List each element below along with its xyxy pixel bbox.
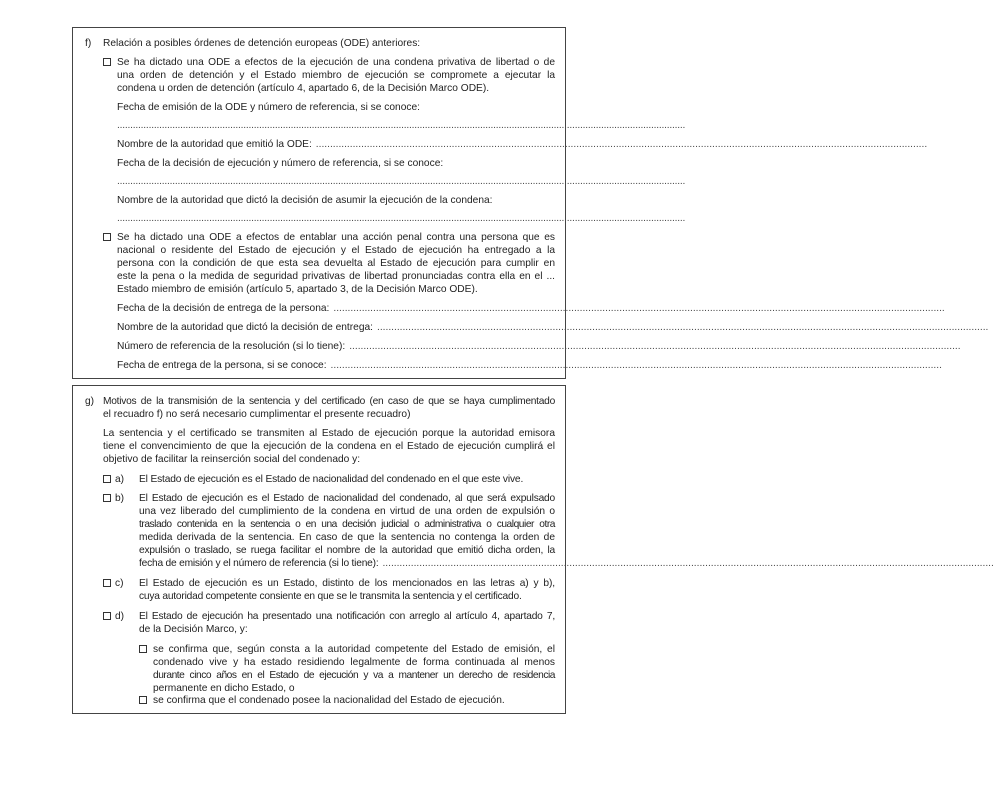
option-b-line-3: medida derivada de la sentencia. En caso de que la sentencia no contenga la orden de [139, 532, 555, 543]
surrender-decision-date-label: Fecha de la decisión de entrega de la persona: [117, 303, 330, 314]
section-f-letter: f) [85, 38, 92, 49]
option-c-line-0: El Estado de ejecución es un Estado, distinto de los mencionados en las letras a) y b), [139, 578, 555, 589]
surrender-authority-field[interactable]: ........................................................................................................................................................................................................................ [377, 322, 989, 333]
sub-option-nationality-checkbox[interactable] [139, 695, 151, 708]
option-b-line-1: una vez liberado del cumplimiento de la condena en virtud de una orden de expulsión o [139, 506, 555, 517]
sub-option-residence-line-0: se confirma que, según consta a la autoridad competente del Estado de emisión, el [153, 644, 555, 655]
option-b-letter: b) [115, 493, 125, 504]
option1-line-2: condena u orden de detención (artículo 4, apartado 6, de la Decisión Marco ODE). [117, 83, 490, 94]
checkbox-icon[interactable] [139, 645, 147, 653]
surrender-authority-row [117, 322, 989, 335]
sub-option-residence-checkbox[interactable] [139, 644, 151, 657]
sub-option-residence-line-1: condenado vive y ha estado residiendo legalmente de forma continuada al menos [153, 657, 555, 668]
option-b-line-2: traslado contenida en la sentencia o en una decisión judicial o administrativa o cualquier otra [139, 519, 555, 530]
odi-prosecution-checkbox[interactable] [103, 232, 115, 245]
option-b-line-5: fecha de emisión y el número de referencia (si lo tiene): [139, 558, 379, 569]
emission-date-label: Fecha de emisión de la ODE y número de referencia, si se conoce: [117, 102, 420, 113]
option2-line-0: Se ha dictado una ODE a efectos de entablar una acción penal contra una persona que es [117, 232, 555, 243]
option-b-line-5-row [139, 558, 994, 571]
checkbox-icon[interactable] [103, 612, 111, 620]
option2-line-3: este la pena o la medida de seguridad privativas de libertad pronunciadas contra ella en el ... [117, 271, 555, 282]
checkbox-icon[interactable] [103, 58, 111, 66]
option-d-line-0: El Estado de ejecución ha presentado una notificación con arreglo al artículo 4, apartado 7, [139, 611, 555, 622]
option-a-line-0: El Estado de ejecución es el Estado de nacionalidad del condenado en el que este vive. [139, 474, 524, 485]
execution-decision-label: Fecha de la decisión de ejecución y número de referencia, si se conoce: [117, 158, 444, 169]
intro-line-2: objetivo de facilitar la reinserción social del condenado y: [103, 454, 361, 465]
option-c-checkbox[interactable] [103, 578, 124, 591]
surrender-decision-date-row [117, 303, 945, 316]
section-g-box [72, 385, 994, 714]
option1-line-1: una orden de detención y el Estado miembro de ejecución se compromete a ejecutar la [117, 70, 555, 81]
option2-line-2: persona con la condición de que esta sea devuelta al Estado de ejecución para cumplir en [117, 258, 555, 269]
resolution-ref-row [117, 341, 961, 354]
option2-line-1: nacional o residente del Estado de ejecución y el Estado de ejecución ha entregado a la [117, 245, 555, 256]
intro-line-1: tiene el convencimiento de que la ejecución de la condena en el Estado de ejecución cumplirá el [103, 441, 555, 452]
section-f-title: Relación a posibles órdenes de detención europeas (ODE) anteriores: [103, 38, 421, 49]
checkbox-icon[interactable] [103, 579, 111, 587]
sub-option-nationality-line-0: se confirma que el condenado posee la nacionalidad del Estado de ejecución. [153, 695, 505, 706]
checkbox-icon[interactable] [139, 696, 147, 704]
option-a-checkbox[interactable] [103, 474, 124, 487]
checkbox-icon[interactable] [103, 494, 111, 502]
section-g-title-line-0: Motivos de la transmisión de la sentencia y del certificado (en caso de que se haya cumplimentado [103, 396, 555, 407]
sub-option-residence-line-3: permanente en dicho Estado, o [153, 683, 295, 694]
surrender-authority-label: Nombre de la autoridad que dictó la decisión de entrega: [117, 322, 373, 333]
intro-line-0: La sentencia y el certificado se transmiten al Estado de ejecución porque la autoridad emisora [103, 428, 555, 439]
assume-authority-field[interactable]: ........................................................................................................................................................................................................................ [117, 213, 686, 224]
odi-execution-checkbox[interactable] [103, 57, 115, 70]
resolution-ref-label: Número de referencia de la resolución (si lo tiene): [117, 341, 346, 352]
option-b-line-4: expulsión o traslado, se ruega facilitar el nombre de la autoridad que emitió dicha orden, la [139, 545, 555, 556]
surrender-decision-date-field[interactable]: ........................................................................................................................................................................................................................ [333, 303, 945, 314]
option-d-letter: d) [115, 611, 125, 622]
surrender-date-row [117, 360, 942, 373]
emission-authority-row [117, 139, 928, 152]
option-c-letter: c) [115, 578, 124, 589]
section-f-box [72, 27, 989, 379]
option2-line-4: Estado miembro de emisión (artículo 5, apartado 3, de la Decisión Marco ODE). [117, 284, 478, 295]
emission-date-field[interactable]: ........................................................................................................................................................................................................................ [117, 120, 686, 131]
checkbox-icon[interactable] [103, 233, 111, 241]
option-b-line-0: El Estado de ejecución es el Estado de nacionalidad del condenado, al que será expulsado [139, 493, 555, 504]
resolution-ref-field[interactable]: ........................................................................................................................................................................................................................ [349, 341, 961, 352]
emission-authority-field[interactable]: ........................................................................................................................................................................................................................ [315, 139, 928, 150]
sub-option-residence-line-2: durante cinco años en el Estado de ejecución y va a mantener un derecho de residencia [153, 670, 555, 681]
execution-decision-field[interactable]: ........................................................................................................................................................................................................................ [117, 176, 686, 187]
emission-authority-label: Nombre de la autoridad que emitió la ODE: [117, 139, 312, 150]
option-c-line-1: cuya autoridad competente consiente en que se le transmita la sentencia y el certificado. [139, 591, 522, 602]
option-b-checkbox[interactable] [103, 493, 124, 506]
surrender-date-field[interactable]: ........................................................................................................................................................................................................................ [330, 360, 942, 371]
expulsion-authority-field[interactable]: ........................................................................................................................................................................................................................ [382, 558, 994, 569]
option-a-letter: a) [115, 474, 125, 485]
option-d-line-1: de la Decisión Marco, y: [139, 624, 248, 635]
section-g-title-line-1: el recuadro f) no será necesario cumplimentar el presente recuadro) [103, 409, 411, 420]
option1-line-0: Se ha dictado una ODE a efectos de la ejecución de una condena privativa de libertad o de [117, 57, 555, 68]
checkbox-icon[interactable] [103, 475, 111, 483]
surrender-date-label: Fecha de entrega de la persona, si se conoce: [117, 360, 327, 371]
assume-authority-label: Nombre de la autoridad que dictó la decisión de asumir la ejecución de la condena: [117, 195, 493, 206]
option-d-checkbox[interactable] [103, 611, 124, 624]
section-g-letter: g) [85, 396, 95, 407]
